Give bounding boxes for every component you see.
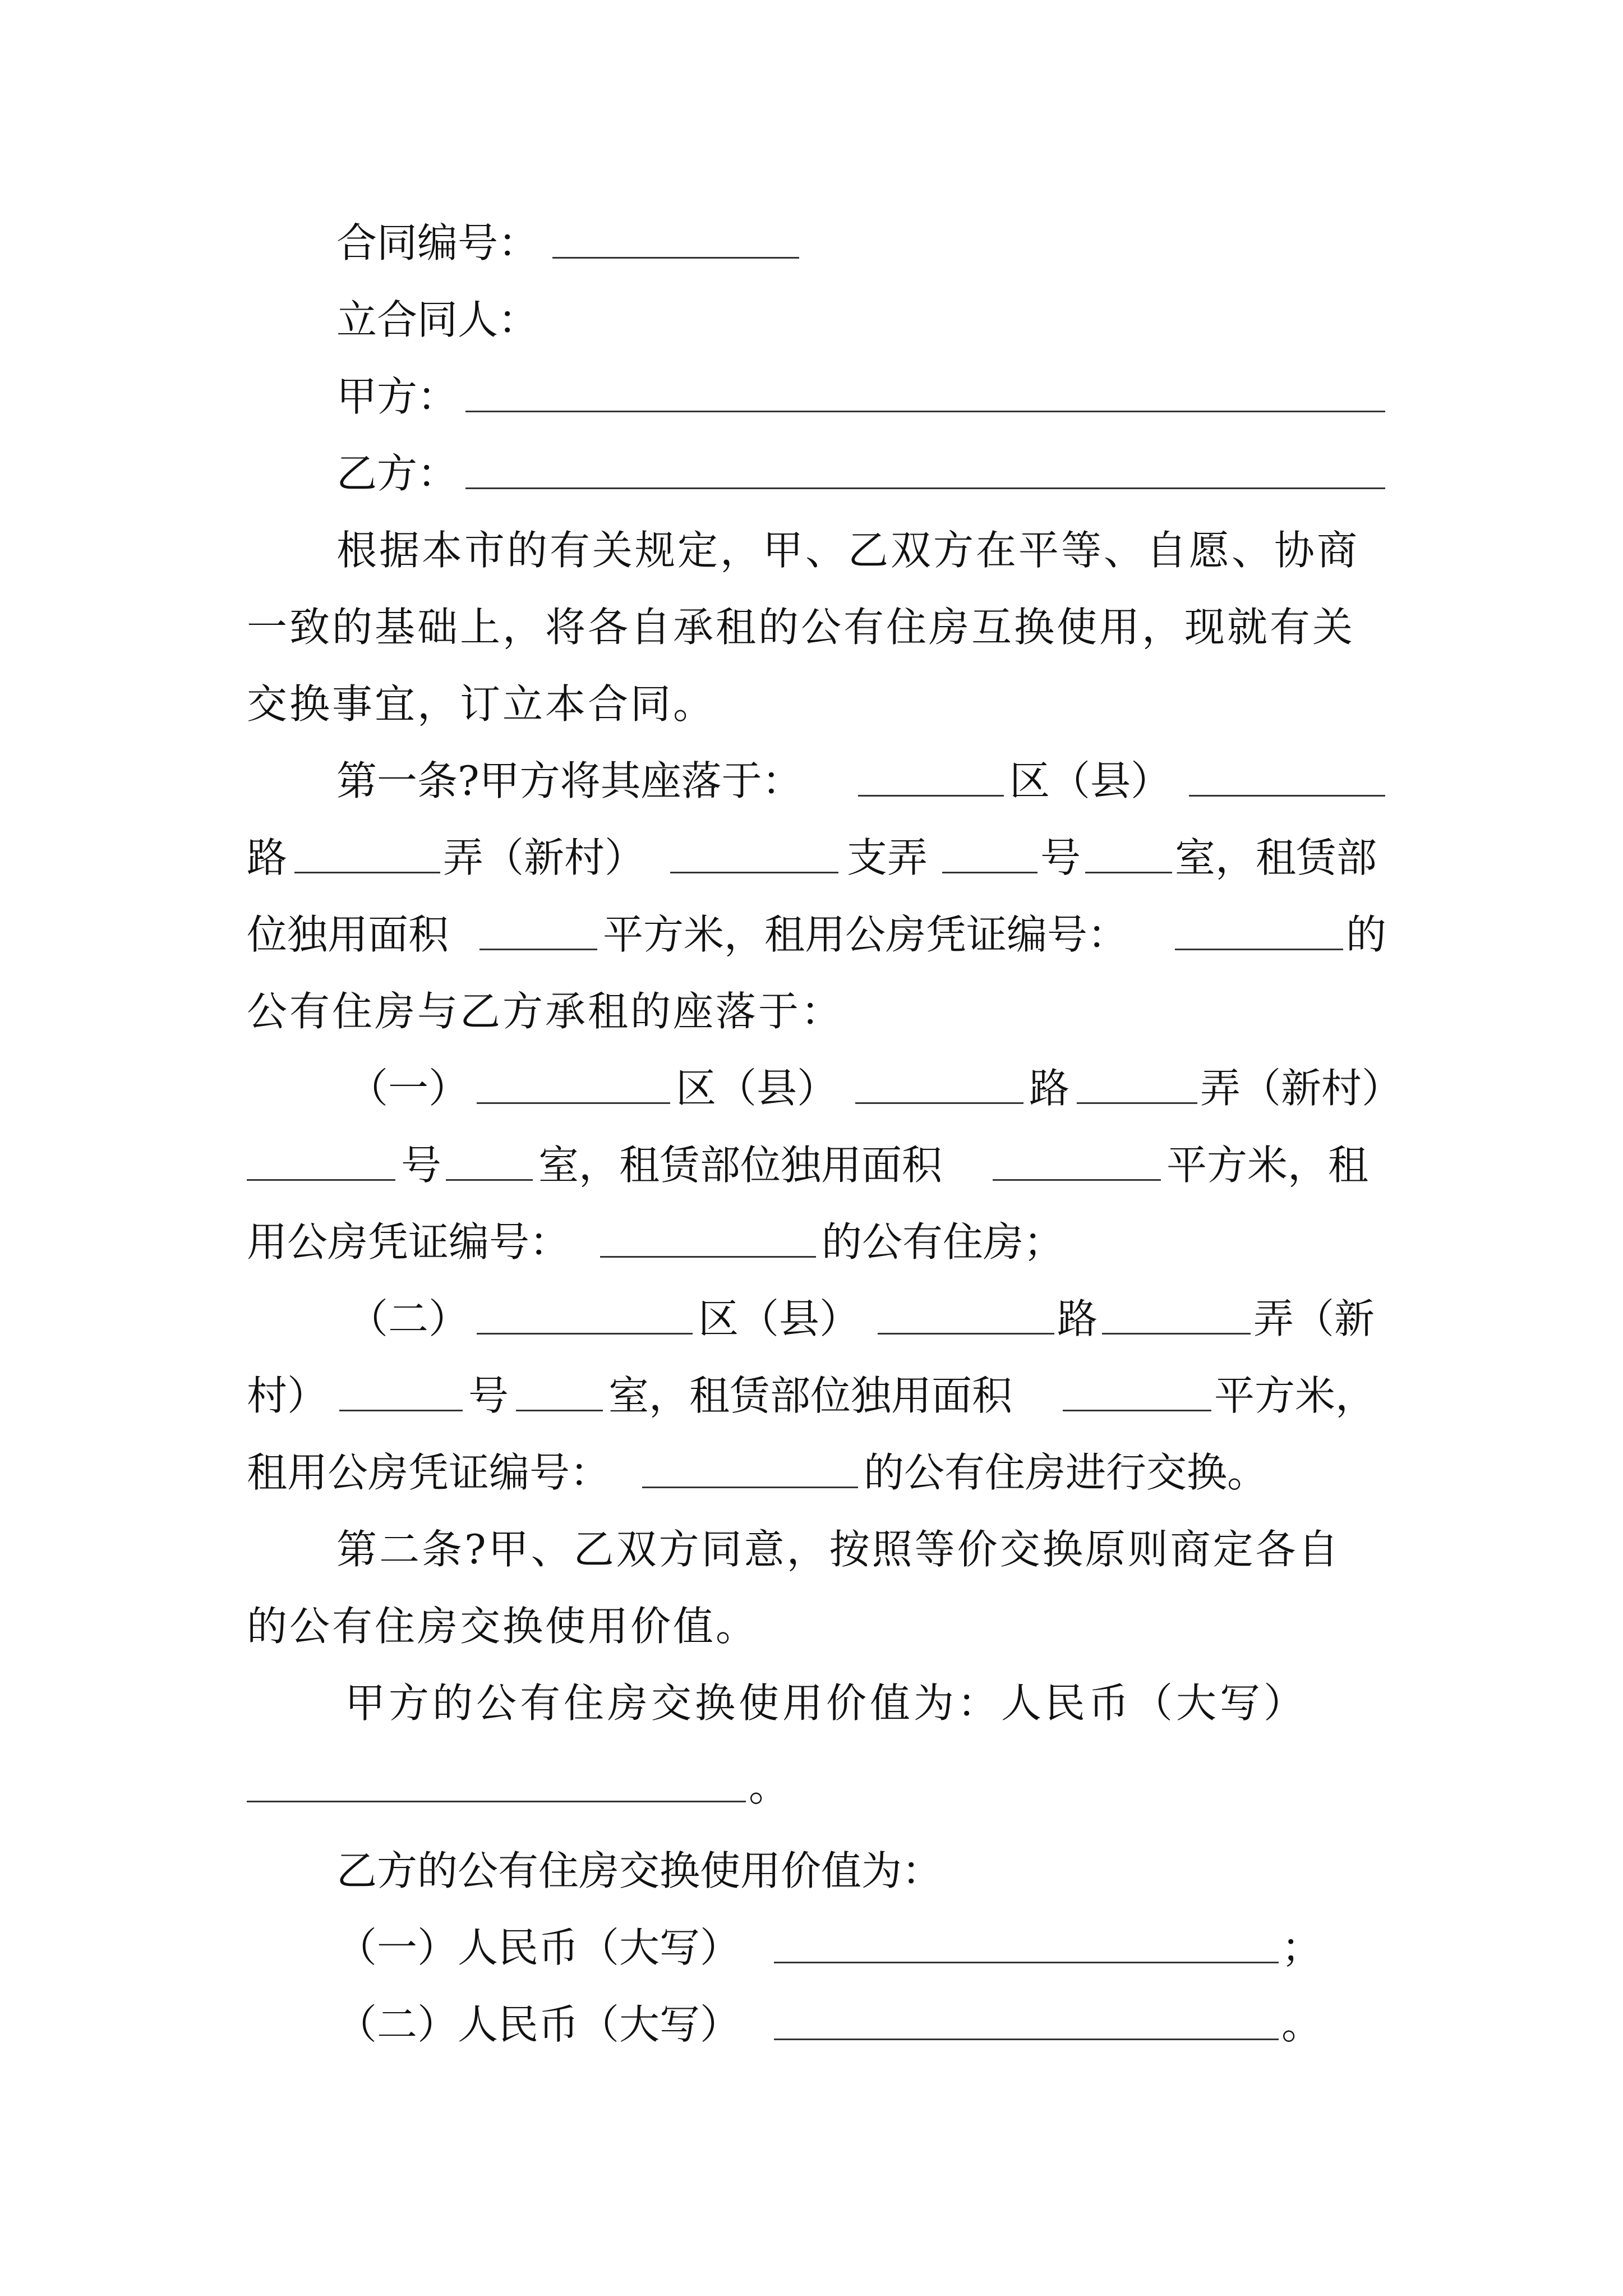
- sub1-area-blank[interactable]: [993, 1179, 1161, 1181]
- lane-blank[interactable]: [294, 872, 440, 873]
- sub2-road-blank[interactable]: [878, 1333, 1054, 1335]
- district-blank[interactable]: [858, 795, 1004, 797]
- sub1-certificate-blank[interactable]: [600, 1256, 816, 1258]
- sub1-line-3: [0, 1211, 1623, 1273]
- road-blank[interactable]: [1189, 795, 1385, 797]
- party-b-blank[interactable]: [465, 487, 1385, 489]
- party-a-value-end: 。: [749, 1763, 790, 1810]
- party-b-value-1-end: ；: [1281, 1924, 1322, 1971]
- sub2-lane-blank[interactable]: [1102, 1333, 1251, 1335]
- district-label: 区（县）: [1009, 757, 1172, 804]
- sub1-lane-label: 弄（新村）: [1200, 1065, 1403, 1112]
- room-blank[interactable]: [1085, 872, 1172, 873]
- party-b-value-1-blank[interactable]: [774, 1962, 1279, 1963]
- sub2-village-suffix: 村）: [247, 1372, 328, 1419]
- party-b-value-2-end: 。: [1281, 2001, 1322, 2048]
- party-b-label: 乙方：: [336, 450, 458, 497]
- party-b-value-row: [0, 1840, 1623, 1902]
- certificate-blank[interactable]: [1175, 949, 1343, 950]
- sub2-district-label: 区（县）: [698, 1295, 860, 1342]
- sub2-certificate-label: 租用公房凭证编号：: [247, 1449, 611, 1496]
- sub1-road-label: 路: [1029, 1065, 1070, 1112]
- sub2-lane-label: 弄（新: [1253, 1295, 1375, 1342]
- article1-line-4: [0, 981, 1623, 1042]
- area-blank[interactable]: [479, 949, 597, 950]
- sub2-number-blank[interactable]: [339, 1410, 463, 1411]
- sub2-line-1: [0, 1288, 1623, 1350]
- sub1-area-label: 平方米，租: [1166, 1142, 1369, 1189]
- sub2-certificate-blank[interactable]: [642, 1487, 858, 1488]
- sub1-line-1: [0, 1057, 1623, 1119]
- intro-text-3: 交换事宜，订立本合同。: [247, 680, 716, 728]
- sublane-blank[interactable]: [670, 872, 838, 873]
- area-label: 位独用面积: [247, 911, 449, 958]
- party-b-value-label: 乙方的公有住房交换使用价值为：: [336, 1847, 943, 1894]
- sub1-certificate-suffix: 的公有住房；: [822, 1218, 1064, 1266]
- room-label: 室，租赁部: [1175, 834, 1377, 881]
- sub1-marker: （一）: [348, 1065, 469, 1112]
- sub2-area-label: 平方米，: [1214, 1372, 1376, 1419]
- sub2-area-blank[interactable]: [1063, 1410, 1211, 1411]
- number-label: 号: [1040, 834, 1081, 881]
- sub2-room-blank[interactable]: [516, 1410, 603, 1411]
- sub1-certificate-label: 用公房凭证编号：: [247, 1218, 570, 1266]
- party-a-label: 甲方：: [336, 373, 458, 420]
- article1-line-1: [0, 750, 1623, 812]
- parties-label: 立合同人：: [336, 296, 539, 343]
- sub2-room-label: 室，租赁部位独用面积: [608, 1372, 1013, 1419]
- sub2-certificate-suffix: 的公有住房进行交换。: [864, 1449, 1268, 1496]
- party-b-value-1-row: [0, 1917, 1623, 1978]
- sub2-line-3: [0, 1442, 1623, 1503]
- party-a-value-blank-row: [0, 1756, 1623, 1818]
- article1-line-2: [0, 827, 1623, 889]
- intro-line-2: [0, 596, 1623, 658]
- sub2-marker: （二）: [348, 1295, 469, 1342]
- certificate-label: 平方米，租用公房凭证编号：: [603, 911, 1128, 958]
- article1-line-3: [0, 904, 1623, 965]
- sub2-number-label: 号: [468, 1372, 509, 1419]
- intro-line-1: [0, 519, 1623, 581]
- intro-text-1: 根据本市的有关规定，甲、乙双方在平等、自愿、协商: [336, 527, 1360, 574]
- party-b-value-2-blank[interactable]: [774, 2039, 1279, 2040]
- article2-heading: 第二条?甲、乙双方同意，按照等价交换原则商定各自: [336, 1526, 1341, 1573]
- sub1-line-2: [0, 1134, 1623, 1196]
- article1-text-4: 公有住房与乙方承租的座落于：: [247, 988, 844, 1035]
- article2-line-2: [0, 1595, 1623, 1657]
- lane-label: 弄（新村）: [443, 834, 645, 881]
- party-a-value-blank[interactable]: [247, 1801, 746, 1802]
- sub1-district-label: 区（县）: [676, 1065, 838, 1112]
- sub1-lane-blank[interactable]: [1077, 1102, 1197, 1104]
- sub1-number-blank[interactable]: [247, 1179, 395, 1181]
- party-a-row: [0, 366, 1623, 427]
- sublane-label: 支弄: [847, 834, 928, 881]
- party-a-value-label: 甲方的公有住房交换使用价值为：人民币（大写）: [345, 1680, 1308, 1727]
- intro-line-3: [0, 673, 1623, 735]
- article2-text-2: 的公有住房交换使用价值。: [247, 1603, 759, 1650]
- party-b-value-2-row: [0, 1994, 1623, 2055]
- certificate-suffix: 的: [1346, 911, 1387, 958]
- sub1-road-blank[interactable]: [855, 1102, 1023, 1104]
- number-blank[interactable]: [942, 872, 1038, 873]
- contract-number-blank[interactable]: [552, 257, 799, 259]
- party-b-row: [0, 443, 1623, 504]
- party-a-blank[interactable]: [465, 411, 1385, 412]
- sub1-number-label: 号: [401, 1142, 442, 1189]
- road-label: 路: [247, 834, 288, 881]
- party-b-value-1-label: （一）人民币（大写）: [336, 1924, 741, 1971]
- sub2-district-blank[interactable]: [477, 1333, 693, 1335]
- article1-heading: 第一条?甲方将其座落于：: [336, 757, 803, 804]
- party-a-value-row: [0, 1672, 1623, 1734]
- sub1-district-blank[interactable]: [477, 1102, 670, 1104]
- sub2-road-label: 路: [1057, 1295, 1098, 1342]
- sub1-room-label: 室，租赁部位独用面积: [538, 1142, 943, 1189]
- contract-number-label: 合同编号：: [336, 219, 539, 266]
- intro-text-2: 一致的基础上，将各自承租的公有住房互换使用，现就有关: [247, 604, 1355, 651]
- sub1-room-blank[interactable]: [446, 1179, 533, 1181]
- article2-line-1: [0, 1519, 1623, 1580]
- contract-number-row: [0, 212, 1623, 274]
- sub2-line-2: [0, 1365, 1623, 1427]
- party-b-value-2-label: （二）人民币（大写）: [336, 2001, 741, 2048]
- parties-row: [0, 289, 1623, 351]
